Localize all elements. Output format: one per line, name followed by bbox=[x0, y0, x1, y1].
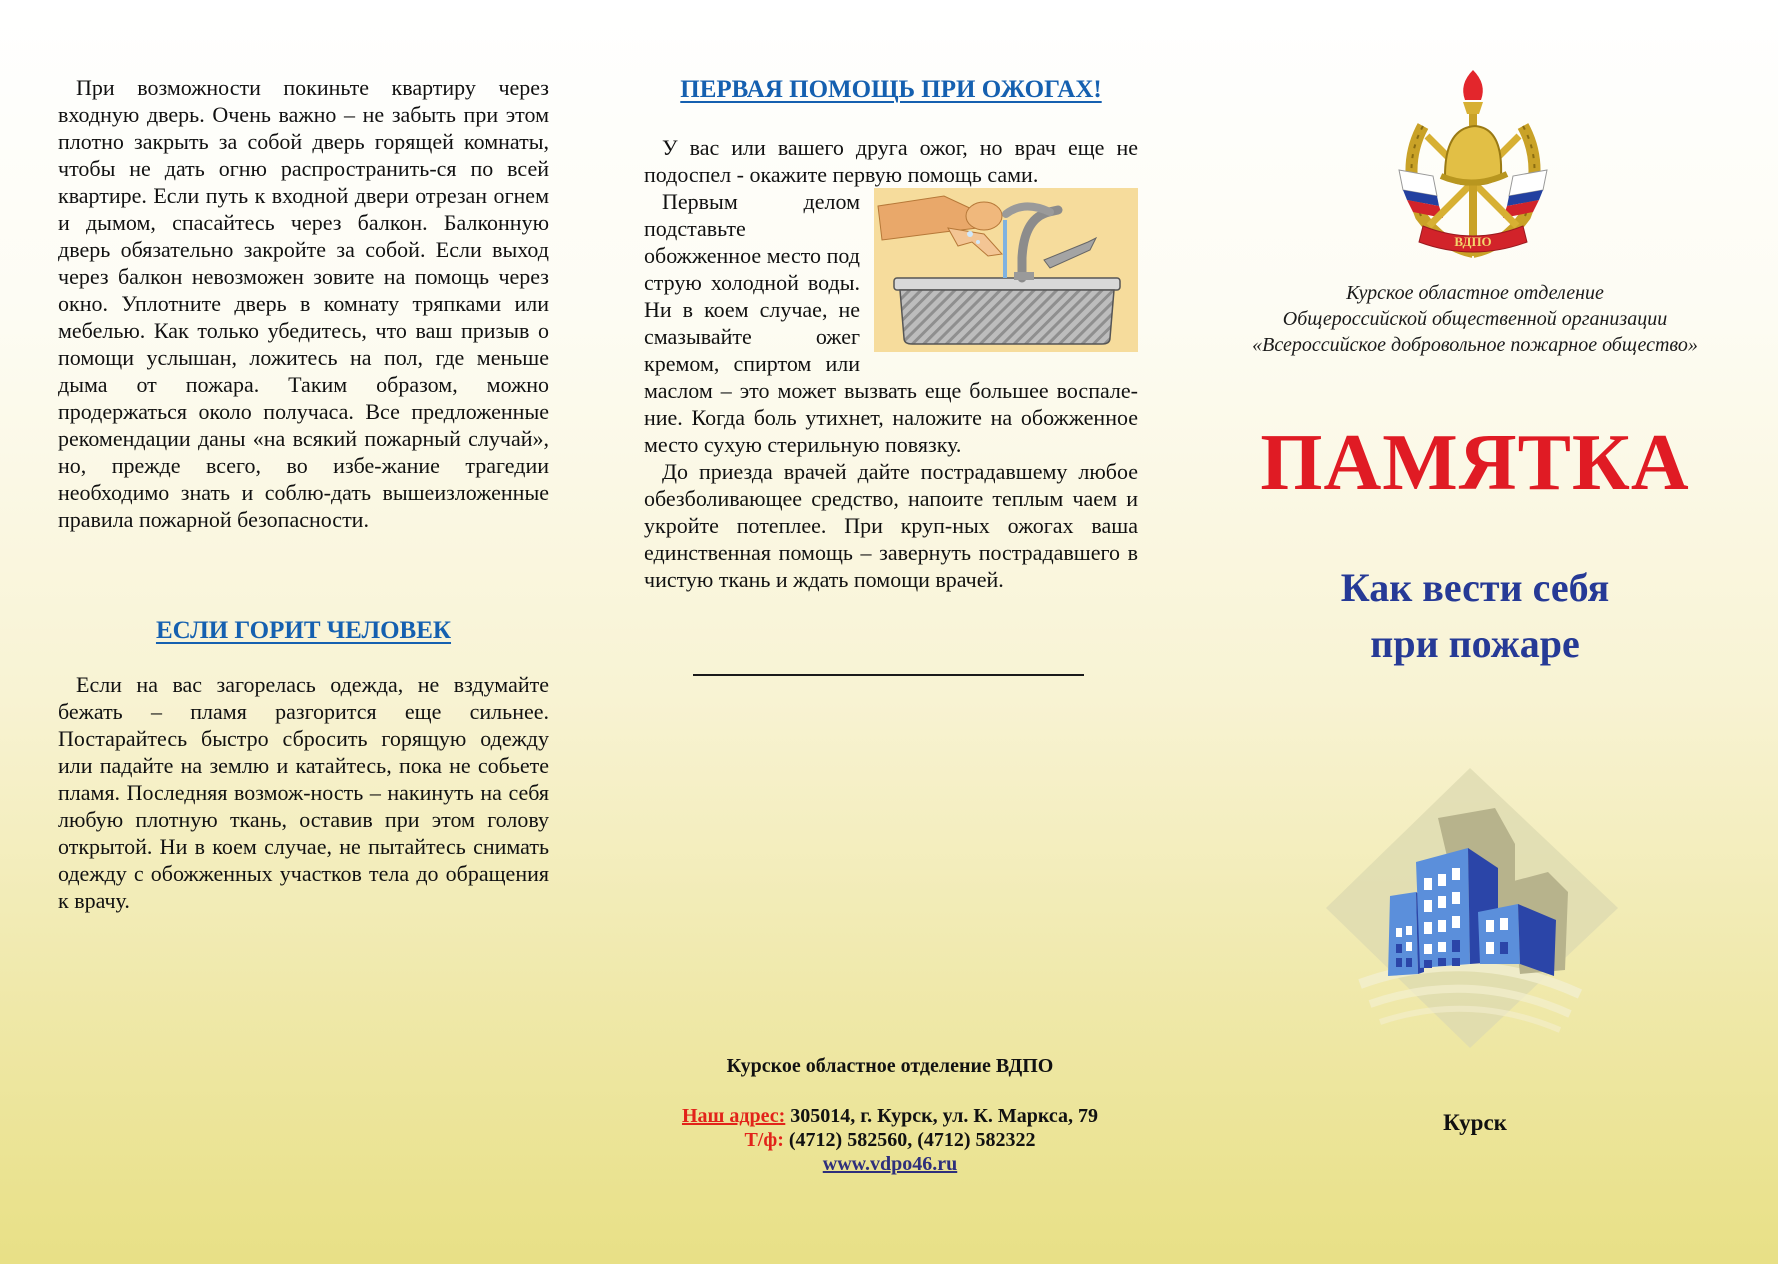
emblem-text: ВДПО bbox=[1454, 234, 1492, 249]
phone-value: (4712) 582560, (4712) 582322 bbox=[788, 1129, 1036, 1151]
middle-paragraph-2: Первым делом подставьте обожженное место под струю холодной воды. Ни в коем случае, не смазывайте ожег кремом, спиртом или маслом – это может вызвать еще большее воспале-ние. Когда боль утихнет, наложите на обожженное место сухую стерильную повязку. bbox=[644, 189, 1138, 457]
left-panel-text bbox=[58, 74, 549, 533]
middle-paragraph-3: До приезда врачей дайте пострадавшему любое обезболивающее средство, напоите теплым чаем и укройте потеплее. При круп-ных ожогах ваша единственная помощь – завернуть пострадавшего в чистую ткань и ждать помощи врачей. bbox=[644, 459, 1138, 592]
footer-website-line bbox=[620, 1152, 1160, 1176]
subtitle-line-1: Как вести себя bbox=[1340, 565, 1610, 610]
address-label: Наш адрес: bbox=[681, 1105, 786, 1127]
website-link[interactable]: www.vdpo46.ru bbox=[822, 1153, 958, 1175]
page-subtitle bbox=[1230, 560, 1720, 672]
middle-panel-text bbox=[644, 134, 1138, 593]
illustration-svg bbox=[874, 188, 1138, 352]
footer-address-line bbox=[620, 1104, 1160, 1128]
phone-label: Т/ф: bbox=[744, 1129, 784, 1151]
vdpo-emblem-icon bbox=[1393, 66, 1553, 266]
org-line-1: Курское областное отделение bbox=[1346, 282, 1604, 304]
middle-paragraph-1: У вас или вашего друга ожог, но врач еще не подоспел - окажите первую помощь сами. bbox=[644, 135, 1138, 187]
divider-line bbox=[693, 674, 1084, 676]
heading-first-aid-burns: ПЕРВАЯ ПОМОЩЬ ПРИ ОЖОГАХ! bbox=[680, 76, 1102, 103]
hand-under-tap-illustration bbox=[874, 188, 1138, 352]
buildings-icon bbox=[1320, 764, 1620, 1054]
emblem-svg bbox=[1393, 66, 1553, 266]
heading-person-on-fire: ЕСЛИ ГОРИТ ЧЕЛОВЕК bbox=[155, 617, 452, 644]
footer-org: Курское областное отделение ВДПО bbox=[726, 1055, 1054, 1077]
org-line-3: «Всероссийское добровольное пожарное общество» bbox=[1252, 334, 1698, 356]
left-paragraph-2: Если на вас загорелась одежда, не вздумайте бежать – пламя разгорится еще сильнее. Постарайтесь быстро сбросить горящую одежду или падайте на землю и катайтесь, пока не собьете пламя. Последняя возмож-ность – накинуть на себя любую плотную ткань, оставив при этом голову открытой. Ни в коем случае, не пытайтесь снимать одежду с обожженных участков тела до обращения к врачу. bbox=[58, 672, 549, 913]
contact-footer bbox=[620, 1054, 1160, 1176]
buildings-svg bbox=[1320, 764, 1620, 1054]
left-panel-text-2 bbox=[58, 671, 549, 914]
footer-phone-line bbox=[620, 1128, 1160, 1152]
left-paragraph-1: При возможности покиньте квартиру через входную дверь. Очень важно – не забыть при этом плотно закрыть за собой дверь горящей комнаты, чтобы не дать огню распространить-ся по всей квартире. Если путь к входной двери отрезан огнем и дымом, спасайтесь через балкон. Балконную дверь обязательно закройте за собой. Если выход через балкон невозможен зовите на помощь через окно. Уплотните дверь в комнату тряпками или мебелью. Как только убедитесь, что ваш призыв о помощи услышан, ложитесь на пол, где меньше дыма от пожара. Таким образом, можно продержаться около получаса. Все предложенные рекомендации даны «на всякий пожарный случай», но, прежде всего, во избе-жание трагедии необходимо знать и соблю-дать вышеизложенные правила пожарной безопасности. bbox=[58, 75, 549, 532]
subtitle-line-2: при пожаре bbox=[1370, 621, 1580, 666]
org-line-2: Общероссийской общественной организации bbox=[1282, 308, 1668, 330]
city-name: Курск bbox=[1443, 1110, 1507, 1135]
organization-name bbox=[1230, 280, 1720, 358]
address-value: 305014, г. Курск, ул. К. Маркса, 79 bbox=[790, 1105, 1099, 1127]
page-title: ПАМЯТКА bbox=[1260, 419, 1690, 507]
